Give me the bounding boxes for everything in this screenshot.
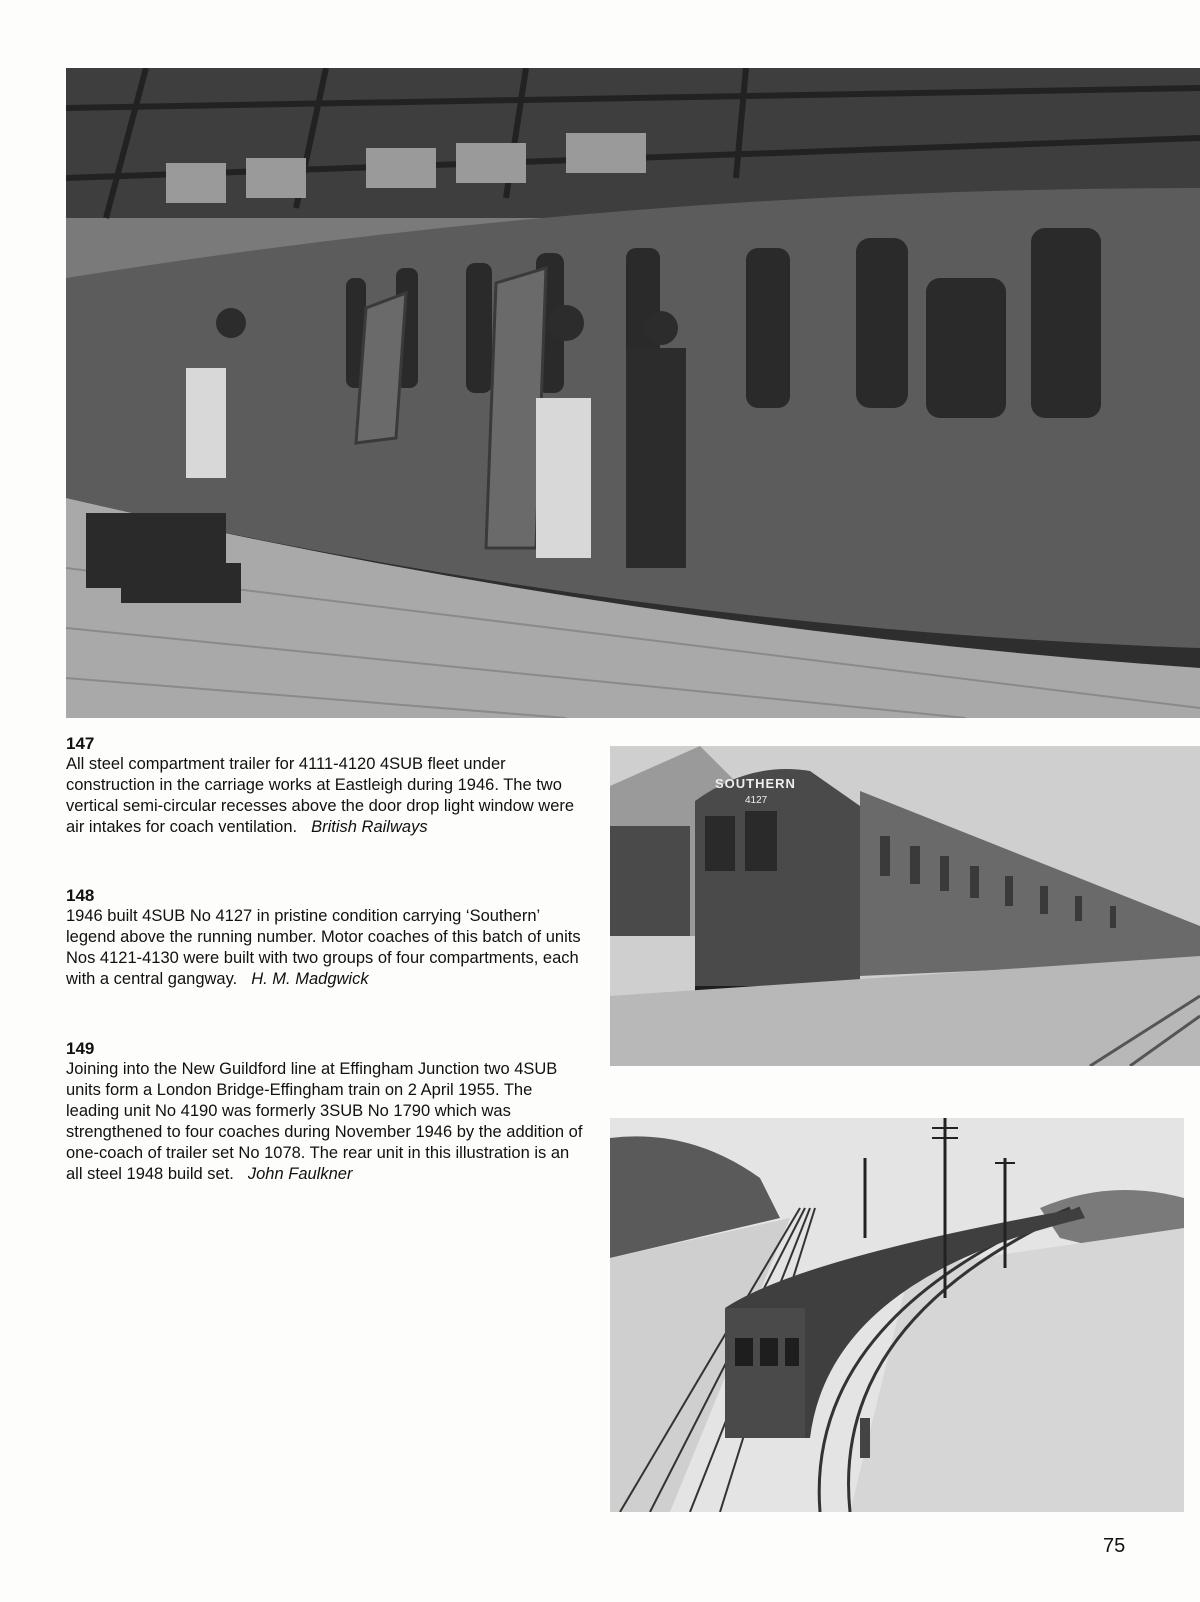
- caption-text: All steel compartment trailer for 4111-4120 4SUB fleet under construction in the carriage works at Eastleigh during 1946. The two vertical semi-circular recesses above the door drop light window were air intakes for coach ventilation.: [66, 755, 575, 836]
- photo-effingham-junction: [610, 1118, 1184, 1512]
- southern-legend: SOUTHERN: [715, 776, 796, 791]
- page-number: 75: [1103, 1535, 1126, 1557]
- caption-text: Joining into the New Guildford line at Effingham Junction two 4SUB units form a London Bridge-Effingham train on 2 April 1955. The leading unit No 4190 was formerly 3SUB No 1790 which was strengthened to four coaches during November 1946 by the addition of one-coach of trailer set No 1078. The rear unit in this illustration is an all steel 1948 build set.: [66, 1060, 583, 1183]
- photo-southern-4127: [610, 746, 1200, 1066]
- photo-credit: H. M. Madgwick: [251, 970, 369, 988]
- caption-number: 148: [66, 886, 95, 905]
- running-number: 4127: [745, 795, 768, 806]
- caption-text: 1946 built 4SUB No 4127 in pristine condition carrying ‘Southern’ legend above the running number. Motor coaches of this batch of units Nos 4121-4130 were built with two groups of four compartments, each with a central gangway.: [66, 907, 581, 988]
- caption-147: [66, 733, 586, 838]
- photo-carriage-works: [66, 68, 1200, 718]
- effingham-junction-image: [610, 1118, 1184, 1512]
- caption-148: [66, 885, 586, 990]
- caption-number: 149: [66, 1039, 95, 1058]
- photo-credit: John Faulkner: [247, 1165, 353, 1183]
- caption-number: 147: [66, 734, 95, 753]
- carriage-works-image: [66, 68, 1200, 718]
- southern-4127-image: [610, 746, 1200, 1066]
- photo-credit: British Railways: [311, 818, 428, 836]
- caption-149: [66, 1038, 586, 1185]
